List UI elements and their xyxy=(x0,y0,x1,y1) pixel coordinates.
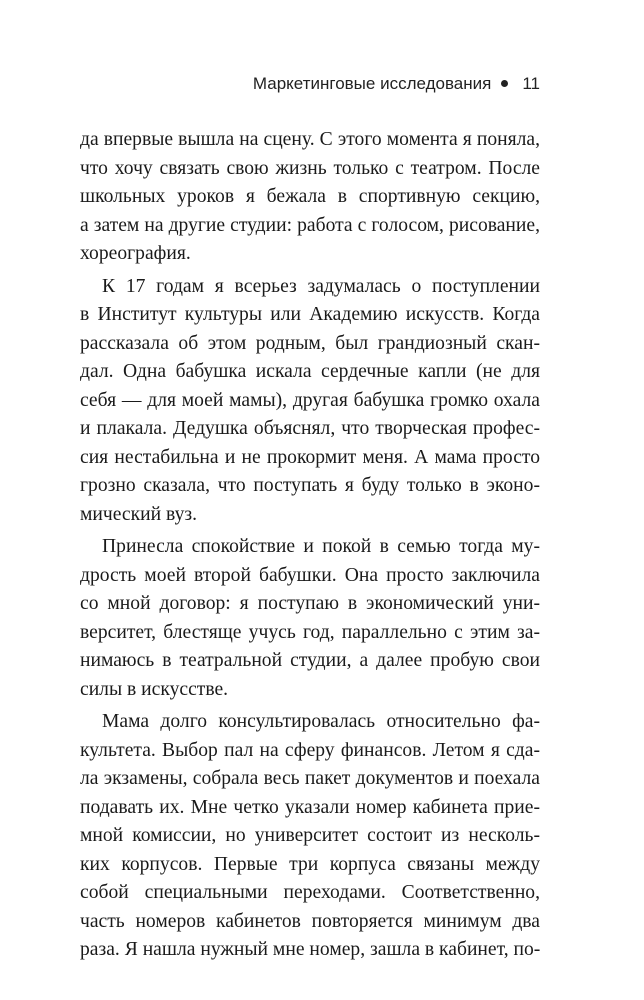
text-line: собой специальными переходами. Соответственно, xyxy=(80,882,540,903)
running-head-title: Маркетинговые исследования xyxy=(252,74,492,93)
text-line: да впервые вышла на сцену. С этого момента я поняла, xyxy=(80,129,540,150)
bullet-separator-icon xyxy=(501,80,508,87)
text-line: со мной договор: я поступаю в экономический уни- xyxy=(80,593,540,614)
text-line: верситет, блестяще учусь год, параллельно с этим за- xyxy=(80,621,540,643)
text-line: школьных уроков я бежала в спортивную секцию, xyxy=(80,186,540,207)
text-line: ла экзамены, собрала весь пакет документов и поехала xyxy=(80,768,540,789)
text-line: нимаюсь в театральной студии, а далее пробую свои xyxy=(80,650,540,671)
text-line: хореография. xyxy=(80,243,191,264)
text-line: мной комиссии, но университет состоит из несколь- xyxy=(80,825,540,846)
text-line: а затем на другие студии: работа с голосом, рисование, xyxy=(80,214,540,236)
text-line: себя — для моей мамы), другая бабушка громко охала xyxy=(80,389,540,411)
text-line: культета. Выбор пал на сферу финансов. Летом я сда- xyxy=(80,739,540,761)
text-line: К 17 годам я всерьез задумалась о поступлении xyxy=(102,275,540,297)
text-line: мический вуз. xyxy=(80,503,198,525)
page-number: 11 xyxy=(522,74,540,93)
paragraph xyxy=(80,708,540,965)
paragraph xyxy=(80,533,540,704)
text-line: дал. Одна бабушка искала сердечные капли (не для xyxy=(80,361,540,382)
text-line: и плакала. Дедушка объяснял, что творческая профес- xyxy=(80,418,540,439)
text-line: рассказала об этом родным, был грандиозный скан- xyxy=(80,332,540,354)
text-line: что хочу связать свою жизнь только с театром. После xyxy=(80,157,540,179)
text-line: дрость моей второй бабушки. Она просто заключила xyxy=(80,564,540,586)
running-head xyxy=(253,74,540,94)
text-line: силы в искусстве. xyxy=(80,678,229,700)
paragraph xyxy=(80,126,540,269)
paragraph xyxy=(80,273,540,530)
text-line: Принесла спокойствие и покой в семью тогда му- xyxy=(102,536,540,557)
text-line: в Институт культуры или Академию искусств. Когда xyxy=(80,304,540,325)
text-line: подавать их. Мне четко указали номер кабинета прие- xyxy=(80,796,540,818)
text-line: сия нестабильна и не прокормит меня. А мама просто xyxy=(80,446,540,468)
text-line: Мама долго консультировалась относительно фа- xyxy=(102,711,540,732)
body-text xyxy=(80,126,540,965)
text-line: ких корпусов. Первые три корпуса связаны между xyxy=(80,853,540,875)
text-line: раза. Я нашла нужный мне номер, зашла в кабинет, по- xyxy=(80,939,541,960)
text-line: часть номеров кабинетов повторяется минимум два xyxy=(80,910,540,932)
text-line: грозно сказала, что поступать я буду только в эконо- xyxy=(80,475,540,496)
